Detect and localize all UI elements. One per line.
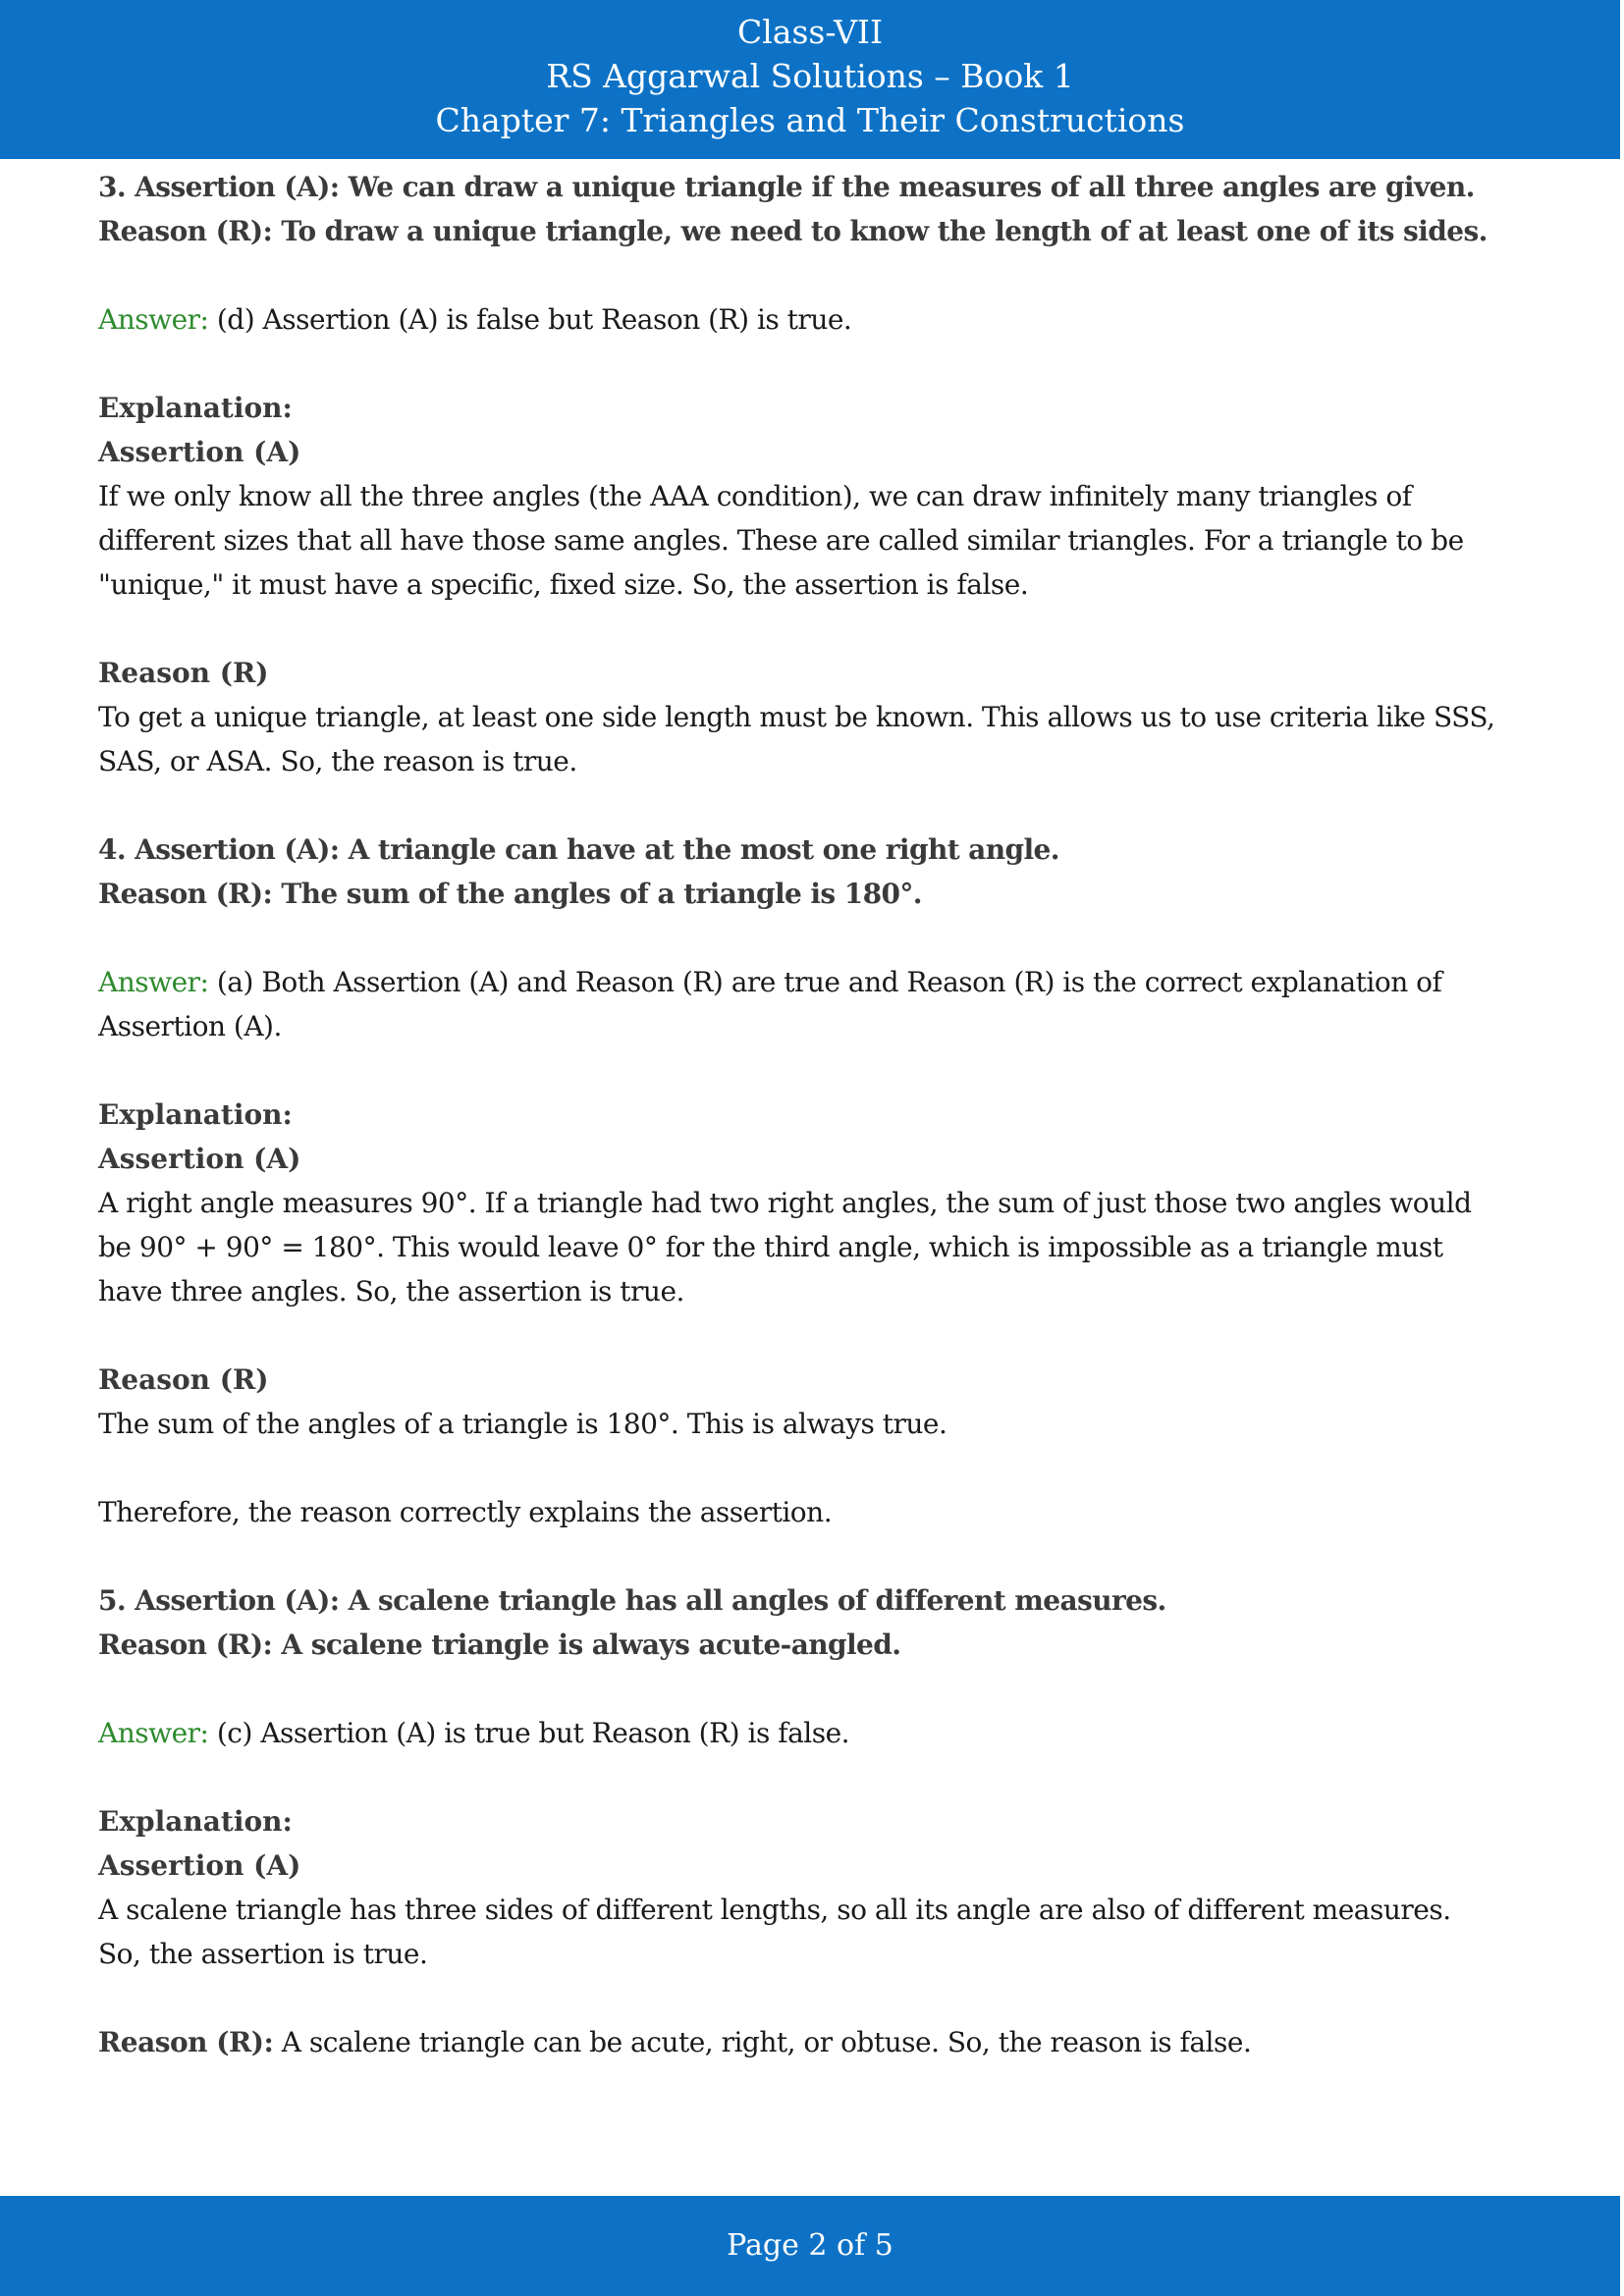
q4-explanation-label: Explanation: xyxy=(98,1098,293,1131)
q5-reason xyxy=(98,2020,1532,2064)
q3-answer-label: Answer: xyxy=(98,303,209,336)
header-class: Class-VII xyxy=(736,13,883,51)
q3-assertion-head: Assertion (A) xyxy=(98,436,301,468)
header-chapter: Chapter 7: Triangles and Their Constructions xyxy=(435,101,1185,139)
q3-explanation-label: Explanation: xyxy=(98,392,293,424)
q4-answer-label: Answer: xyxy=(98,966,209,998)
q3-assertion: 3. Assertion (A): We can draw a unique triangle if the measures of all three angles are given. xyxy=(98,171,1475,203)
q5-assertion-line: So, the assertion is true. xyxy=(98,1938,428,1970)
q3-answer xyxy=(98,297,1532,342)
q3-assertion-line: If we only know all the three angles (the AAA condition), we can draw infinitely many triangles of xyxy=(98,480,1412,512)
q4-assertion-line: be 90° + 90° = 180°. This would leave 0° for the third angle, which is impossible as a triangle must xyxy=(98,1231,1443,1263)
q3-assertion-line: "unique," it must have a specific, fixed size. So, the assertion is false. xyxy=(98,568,1029,601)
header-book: RS Aggarwal Solutions – Book 1 xyxy=(546,57,1074,95)
q4-answer-text: (a) Both Assertion (A) and Reason (R) are true and Reason (R) is the correct explanation of xyxy=(208,966,1442,998)
q4-assertion: 4. Assertion (A): A triangle can have at the most one right angle. xyxy=(98,833,1059,866)
q4-assertion-head: Assertion (A) xyxy=(98,1143,301,1175)
page-number: Page 2 of 5 xyxy=(727,2228,893,2263)
q3-reason-line: SAS, or ASA. So, the reason is true. xyxy=(98,745,577,777)
q4-assertion-line: have three angles. So, the assertion is true. xyxy=(98,1275,684,1308)
q4-reason: Reason (R): The sum of the angles of a triangle is 180°. xyxy=(98,878,922,910)
q4-reason-head: Reason (R) xyxy=(98,1363,269,1396)
q5-assertion-line: A scalene triangle has three sides of different lengths, so all its angle are also of different measures. xyxy=(98,1894,1451,1926)
q3-assertion-line: different sizes that all have those same angles. These are called similar triangles. For a triangle to be xyxy=(98,524,1464,557)
q3-reason: Reason (R): To draw a unique triangle, we need to know the length of at least one of its sides. xyxy=(98,215,1488,247)
q5-reason-text: A scalene triangle can be acute, right, or obtuse. So, the reason is false. xyxy=(273,2026,1252,2058)
q3-answer-text: (d) Assertion (A) is false but Reason (R) is true. xyxy=(208,303,852,336)
q5-answer-label: Answer: xyxy=(98,1717,209,1749)
page-content xyxy=(98,165,1532,2064)
q4-answer xyxy=(98,960,1532,1004)
q4-answer-continued: Assertion (A). xyxy=(98,1010,282,1042)
q5-reason: Reason (R): A scalene triangle is always acute-angled. xyxy=(98,1629,901,1661)
q5-assertion: 5. Assertion (A): A scalene triangle has all angles of different measures. xyxy=(98,1584,1166,1617)
page-footer xyxy=(0,2196,1620,2296)
q5-answer xyxy=(98,1711,1532,1755)
page-header xyxy=(0,0,1620,159)
q4-conclusion: Therefore, the reason correctly explains the assertion. xyxy=(98,1496,833,1528)
q5-assertion-head: Assertion (A) xyxy=(98,1849,301,1882)
q3-reason-head: Reason (R) xyxy=(98,657,269,689)
q5-reason-head: Reason (R): xyxy=(98,2026,274,2058)
q3-reason-line: To get a unique triangle, at least one side length must be known. This allows us to use criteria like SSS, xyxy=(98,701,1495,733)
q4-assertion-line: A right angle measures 90°. If a triangle had two right angles, the sum of just those two angles would xyxy=(98,1187,1472,1219)
q5-answer-text: (c) Assertion (A) is true but Reason (R) is false. xyxy=(208,1717,850,1749)
q5-explanation-label: Explanation: xyxy=(98,1805,293,1838)
q4-reason-line: The sum of the angles of a triangle is 180°. This is always true. xyxy=(98,1408,947,1440)
